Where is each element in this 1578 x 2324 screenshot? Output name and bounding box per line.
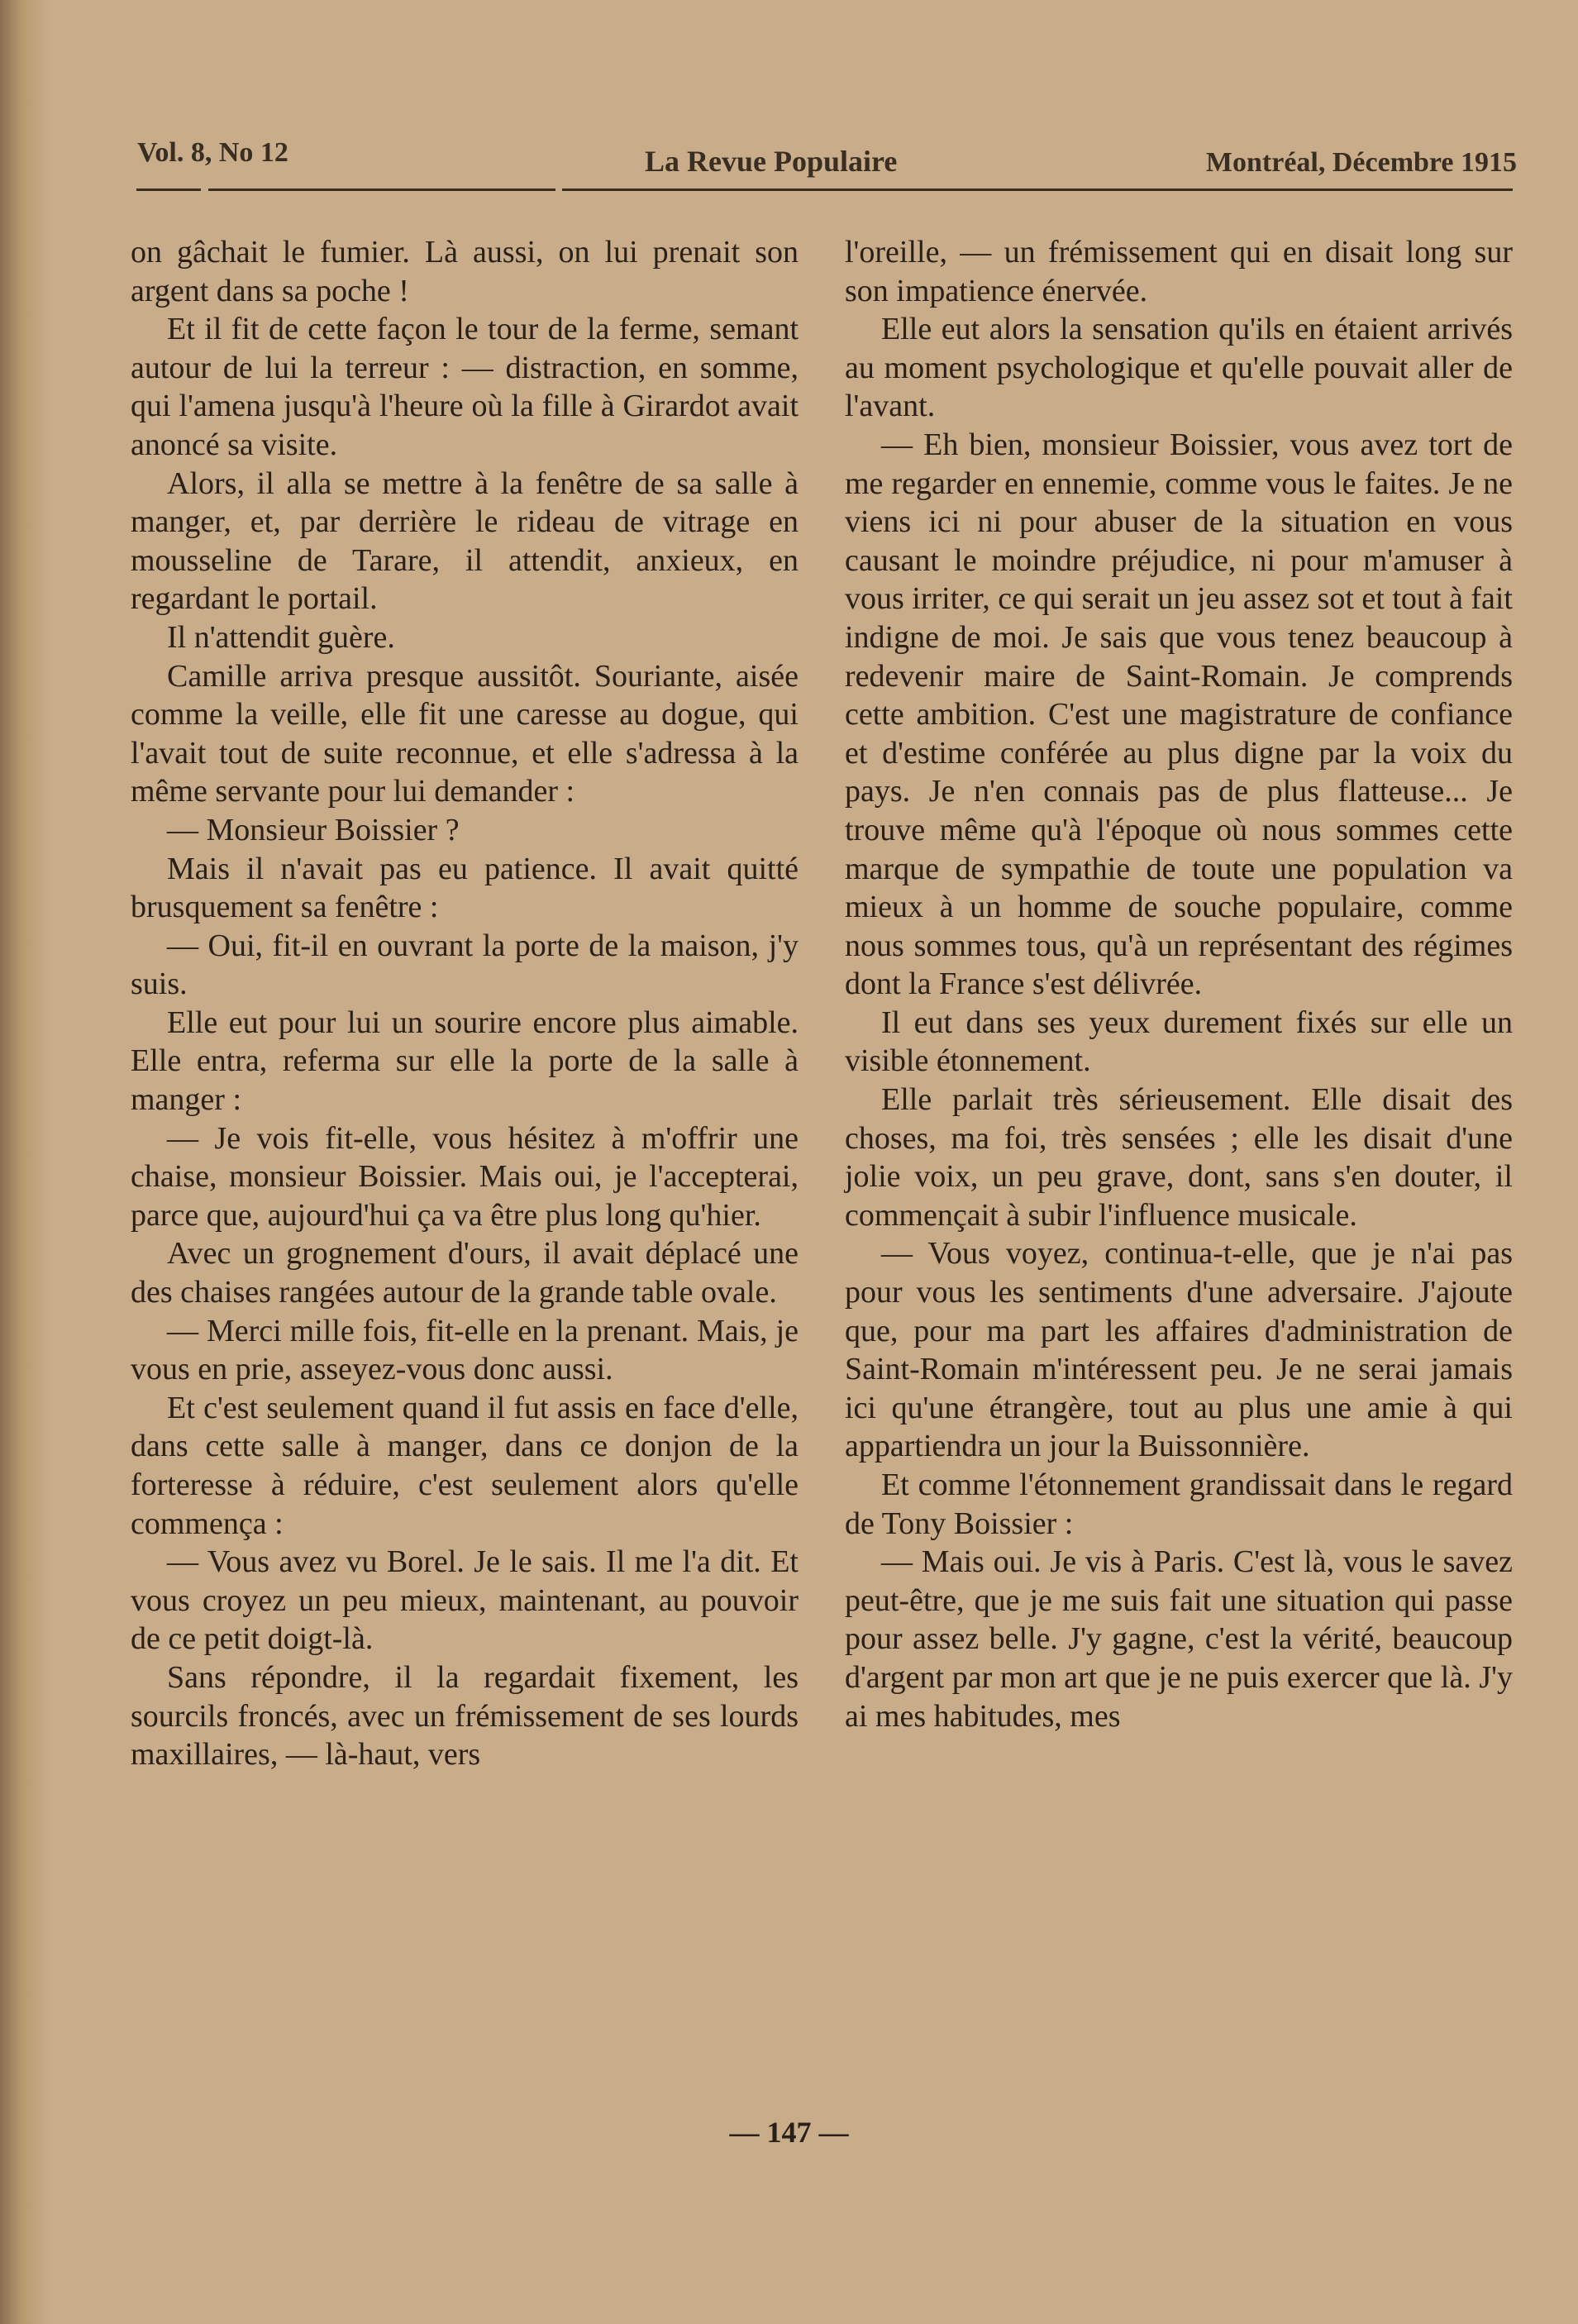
header-rule xyxy=(562,188,1513,191)
page-header xyxy=(132,132,1517,182)
paragraph: — Vous avez vu Borel. Je le sais. Il me l'a dit. Et vous croyez un peu mieux, maintenant, au pouvoir de ce petit doigt-là. xyxy=(131,1544,799,1657)
header-rule xyxy=(136,188,201,191)
place-date: Montréal, Décembre 1915 xyxy=(1205,147,1517,178)
left-column xyxy=(131,233,799,1774)
paragraph: Avec un grognement d'ours, il avait déplacé une des chaises rangées autour de la grande table ovale. xyxy=(131,1236,799,1310)
paragraph: — Eh bien, monsieur Boissier, vous avez tort de me regarder en ennemie, comme vous le faites. Je ne viens ici ni pour abuser de la situation en vous causant le moindre préjudice, ni pour m'amuser à vous irriter, ce qui serait un jeu assez sot et tout à fait indigne de moi. Je sais que vous tenez beaucoup à redevenir maire de Saint-Romain. Je comprends cette ambition. C'est une magistrature de confiance et d'estime conférée au plus digne par la voix du pays. Je n'en connais pas de plus flatteuse... Je trouve même qu'à l'époque où nous sommes cette marque de sympathie de toute une population va mieux à un homme de souche populaire, comme nous sommes tous, qu'à un représentant des régimes dont la France s'est délivrée. xyxy=(845,427,1513,1002)
paragraph: Elle eut pour lui un sourire encore plus aimable. Elle entra, referma sur elle la porte de la salle à manger : xyxy=(131,1005,799,1118)
paragraph: Il n'attendit guère. xyxy=(167,619,395,655)
paragraph: — Vous voyez, continua-t-elle, que je n'ai pas pour vous les sentiments d'une adversaire. J'ajoute que, pour ma part les affaires d'administration de Saint-Romain m'intéressent peu. Je ne serai jamais ici qu'une étrangère, tout au plus une amie à qui appartiendra un jour la Buissonnière. xyxy=(845,1236,1513,1464)
paragraph: Et il fit de cette façon le tour de la ferme, semant autour de lui la terreur : — distraction, en somme, qui l'amena jusqu'à l'heure où la fille à Girardot avait anoncé sa visite. xyxy=(131,312,799,462)
paragraph: — Merci mille fois, fit-elle en la prenant. Mais, je vous en prie, asseyez-vous donc aussi. xyxy=(131,1313,799,1387)
paragraph: Et comme l'étonnement grandissait dans le regard de Tony Boissier : xyxy=(845,1467,1513,1541)
page-edge xyxy=(0,0,50,2324)
paragraph: Et c'est seulement quand il fut assis en face d'elle, dans cette salle à manger, dans ce donjon de la forteresse à réduire, c'est seulement alors qu'elle commença : xyxy=(131,1390,799,1541)
paragraph: — Je vois fit-elle, vous hésitez à m'offrir une chaise, monsieur Boissier. Mais oui, je l'accepterai, parce que, aujourd'hui ça va être plus long qu'hier. xyxy=(131,1120,799,1233)
paragraph: Elle eut alors la sensation qu'ils en étaient arrivés au moment psychologique et qu'elle pouvait aller de l'avant. xyxy=(845,312,1513,424)
paragraph: Elle parlait très sérieusement. Elle disait des choses, ma foi, très sensées ; elle les disait d'une jolie voix, un peu grave, dont, sans s'en douter, il commençait à subir l'influence musicale. xyxy=(845,1082,1513,1233)
paragraph: on gâchait le fumier. Là aussi, on lui prenait son argent dans sa poche ! xyxy=(131,235,799,308)
page-number: — 147 — xyxy=(729,2116,849,2149)
publication-title: La Revue Populaire xyxy=(645,145,898,178)
paragraph: Camille arriva presque aussitôt. Souriante, aisée comme la veille, elle fit une caresse au dogue, qui l'avait tout de suite reconnue, et elle s'adressa à la même servante pour lui demander : xyxy=(131,658,799,809)
paragraph: — Mais oui. Je vis à Paris. C'est là, vous le savez peut-être, que je me suis fait une situation qui passe pour assez belle. J'y gagne, c'est la vérité, beaucoup d'argent par mon art que je ne puis exercer que là. J'y ai mes habitudes, mes xyxy=(845,1544,1513,1734)
paragraph: — Monsieur Boissier ? xyxy=(167,812,460,847)
header-rule xyxy=(208,188,555,191)
paragraph: — Oui, fit-il en ouvrant la porte de la maison, j'y suis. xyxy=(131,928,799,1002)
paragraph: Sans répondre, il la regardait fixement, les sourcils froncés, avec un frémissement de ses lourds maxillaires, — là-haut, vers xyxy=(131,1659,799,1773)
paragraph: l'oreille, — un frémissement qui en disait long sur son impatience énervée. xyxy=(845,235,1513,308)
paragraph: Mais il n'avait pas eu patience. Il avait quitté brusquement sa fenêtre : xyxy=(131,851,799,925)
paragraph: Alors, il alla se mettre à la fenêtre de sa salle à manger, et, par derrière le rideau de vitrage en mousseline de Tarare, il attendit, anxieux, en regardant le portail. xyxy=(131,465,799,617)
volume-number: Vol. 8, No 12 xyxy=(137,137,288,168)
right-column xyxy=(845,233,1513,1735)
paragraph: Il eut dans ses yeux durement fixés sur elle un visible étonnement. xyxy=(845,1005,1513,1079)
